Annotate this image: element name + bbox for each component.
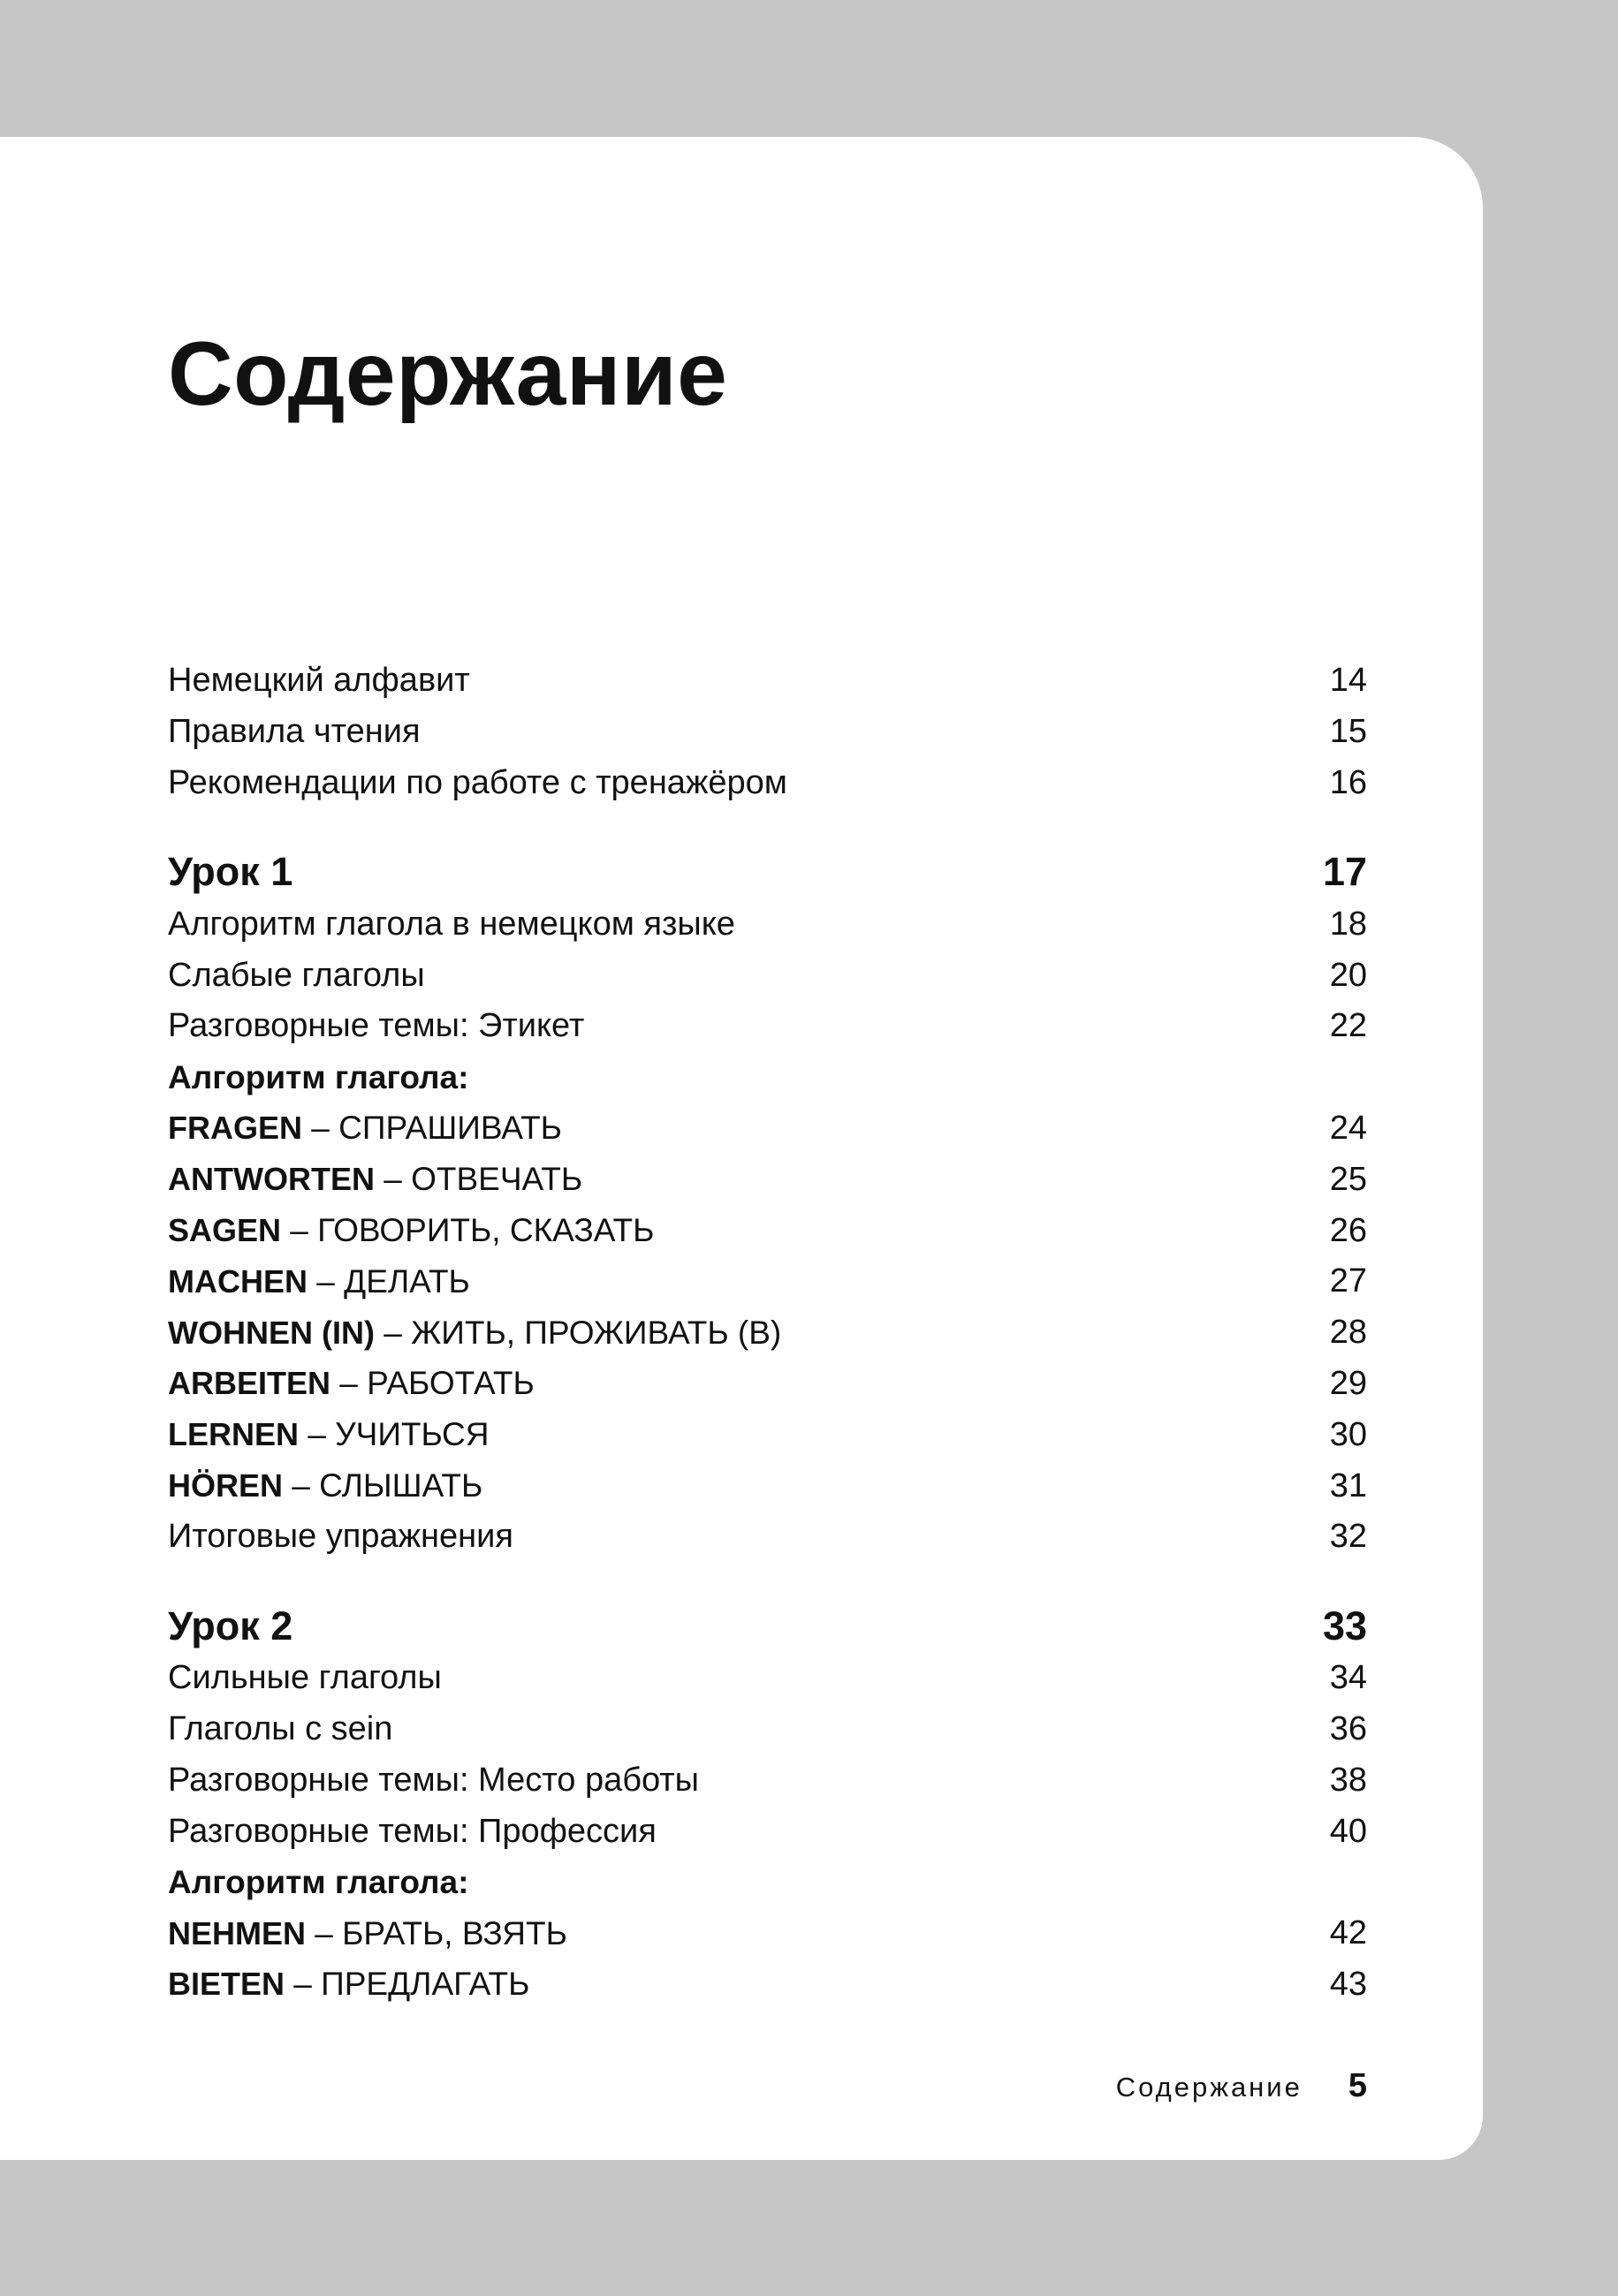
toc-subheading (168, 1857, 1367, 1908)
toc-verb-entry[interactable] (168, 1908, 1367, 1959)
toc-entry-page: 14 (1329, 662, 1367, 700)
verb-title (168, 1212, 654, 1249)
toc-entry[interactable] (168, 1754, 1367, 1806)
toc-verb-entry[interactable] (168, 1154, 1367, 1205)
verb-title (168, 1966, 529, 2003)
toc-entry-page: 43 (1329, 1965, 1367, 2003)
verb-german: SAGEN (168, 1212, 282, 1249)
footer-section-label: Содержание (1115, 2072, 1303, 2103)
toc-verb-entry[interactable] (168, 1959, 1367, 2011)
toc-entry-title: Алгоритм глагола в немецком языке (168, 905, 735, 943)
toc-entry[interactable] (168, 707, 1367, 758)
toc-entry-title: Разговорные темы: Профессия (168, 1812, 657, 1850)
toc-entry[interactable] (168, 950, 1367, 1001)
toc-verb-entry[interactable] (168, 1307, 1367, 1359)
toc-entry-page: 34 (1329, 1659, 1367, 1697)
toc-verb-entry[interactable] (168, 1409, 1367, 1460)
lesson-title: Урок 1 (168, 849, 293, 895)
toc-entry[interactable] (168, 1001, 1367, 1052)
toc-entry-page: 38 (1329, 1761, 1367, 1799)
toc-entry-page: 32 (1329, 1518, 1367, 1556)
toc-entry[interactable] (168, 898, 1367, 950)
toc-entry-page: 24 (1329, 1109, 1367, 1147)
toc-entry[interactable] (168, 1653, 1367, 1704)
toc-subheading (168, 1052, 1367, 1103)
subheading-text: Алгоритм глагола: (168, 1058, 469, 1095)
lesson-title: Урок 2 (168, 1603, 293, 1648)
verb-german: BIETEN (168, 1966, 285, 2003)
verb-german: WOHNEN (IN) (168, 1314, 375, 1351)
verb-russian: – РАБОТАТЬ (330, 1365, 535, 1402)
toc-entry-title: Разговорные темы: Место работы (168, 1761, 699, 1799)
verb-russian: – СЛЫШАТЬ (283, 1467, 483, 1504)
verb-german: HÖREN (168, 1467, 284, 1504)
toc-entry-page: 42 (1329, 1914, 1367, 1952)
toc-entry-page: 30 (1329, 1415, 1367, 1453)
toc-entry[interactable] (168, 655, 1367, 707)
toc-lesson-heading[interactable] (168, 845, 1367, 898)
verb-german: NEHMEN (168, 1914, 307, 1951)
toc-entry-page: 31 (1329, 1466, 1367, 1504)
section-gap (168, 1563, 1367, 1600)
section-gap (168, 808, 1367, 845)
verb-russian: – ГОВОРИТЬ, СКАЗАТЬ (281, 1212, 655, 1249)
toc-entry[interactable] (168, 758, 1367, 809)
toc-entry-page: 25 (1329, 1160, 1367, 1198)
toc-entry-page: 28 (1329, 1314, 1367, 1352)
verb-title (168, 1161, 582, 1198)
toc-entry-page: 18 (1329, 905, 1367, 943)
verb-title (168, 1416, 489, 1453)
toc-entry-title: Разговорные темы: Этикет (168, 1007, 585, 1045)
toc-entry-page: 22 (1329, 1007, 1367, 1045)
lesson-page: 33 (1322, 1603, 1367, 1648)
verb-title (168, 1365, 535, 1402)
toc-verb-entry[interactable] (168, 1103, 1367, 1155)
toc-entry-page: 36 (1329, 1709, 1367, 1747)
verb-russian: – ЖИТЬ, ПРОЖИВАТЬ (В) (374, 1314, 782, 1351)
toc-verb-entry[interactable] (168, 1460, 1367, 1512)
page-footer (1116, 2067, 1367, 2105)
toc-entry-page: 15 (1329, 713, 1367, 751)
toc-verb-entry[interactable] (168, 1205, 1367, 1256)
toc-entry[interactable] (168, 1806, 1367, 1857)
lesson-page: 17 (1322, 849, 1367, 895)
toc-entry-page: 40 (1329, 1812, 1367, 1850)
verb-german: LERNEN (168, 1416, 300, 1453)
toc-entry-title: Правила чтения (168, 713, 421, 751)
toc-entry[interactable] (168, 1512, 1367, 1563)
verb-title (168, 1467, 482, 1504)
verb-russian: – УЧИТЬСЯ (299, 1416, 490, 1453)
toc-entry-title: Слабые глаголы (168, 956, 425, 994)
toc-entry[interactable] (168, 1704, 1367, 1755)
toc-entry-title: Сильные глаголы (168, 1659, 442, 1697)
table-of-contents (168, 655, 1367, 2010)
verb-title (168, 1110, 562, 1147)
toc-entry-page: 29 (1329, 1364, 1367, 1402)
subheading-text: Алгоритм глагола: (168, 1863, 469, 1900)
verb-russian: – ОТВЕЧАТЬ (374, 1161, 583, 1198)
verb-russian: – ДЕЛАТЬ (308, 1262, 470, 1300)
verb-title (168, 1263, 470, 1300)
page-number: 5 (1348, 2067, 1367, 2104)
toc-entry-title: Рекомендации по работе с тренажёром (168, 763, 787, 801)
toc-entry-title: Итоговые упражнения (168, 1518, 513, 1556)
verb-russian: – ПРЕДЛАГАТЬ (285, 1966, 530, 2003)
toc-verb-entry[interactable] (168, 1256, 1367, 1307)
verb-german: MACHEN (168, 1262, 308, 1300)
toc-entry-page: 26 (1329, 1211, 1367, 1249)
verb-german: ANTWORTEN (168, 1161, 375, 1198)
verb-german: FRAGEN (168, 1110, 302, 1147)
verb-german: ARBEITEN (168, 1365, 331, 1402)
toc-entry-title: Глаголы с sein (168, 1709, 393, 1747)
verb-russian: – СПРАШИВАТЬ (302, 1110, 562, 1147)
toc-entry-page: 20 (1329, 956, 1367, 994)
toc-verb-entry[interactable] (168, 1359, 1367, 1410)
verb-title (168, 1915, 567, 1952)
toc-entry-title: Немецкий алфавит (168, 662, 470, 700)
verb-title (168, 1315, 781, 1352)
toc-entry-page: 27 (1329, 1262, 1367, 1300)
toc-entry-page: 16 (1329, 763, 1367, 801)
page-title: Содержание (168, 323, 728, 424)
toc-lesson-heading[interactable] (168, 1600, 1367, 1653)
verb-russian: – БРАТЬ, ВЗЯТЬ (306, 1914, 567, 1951)
